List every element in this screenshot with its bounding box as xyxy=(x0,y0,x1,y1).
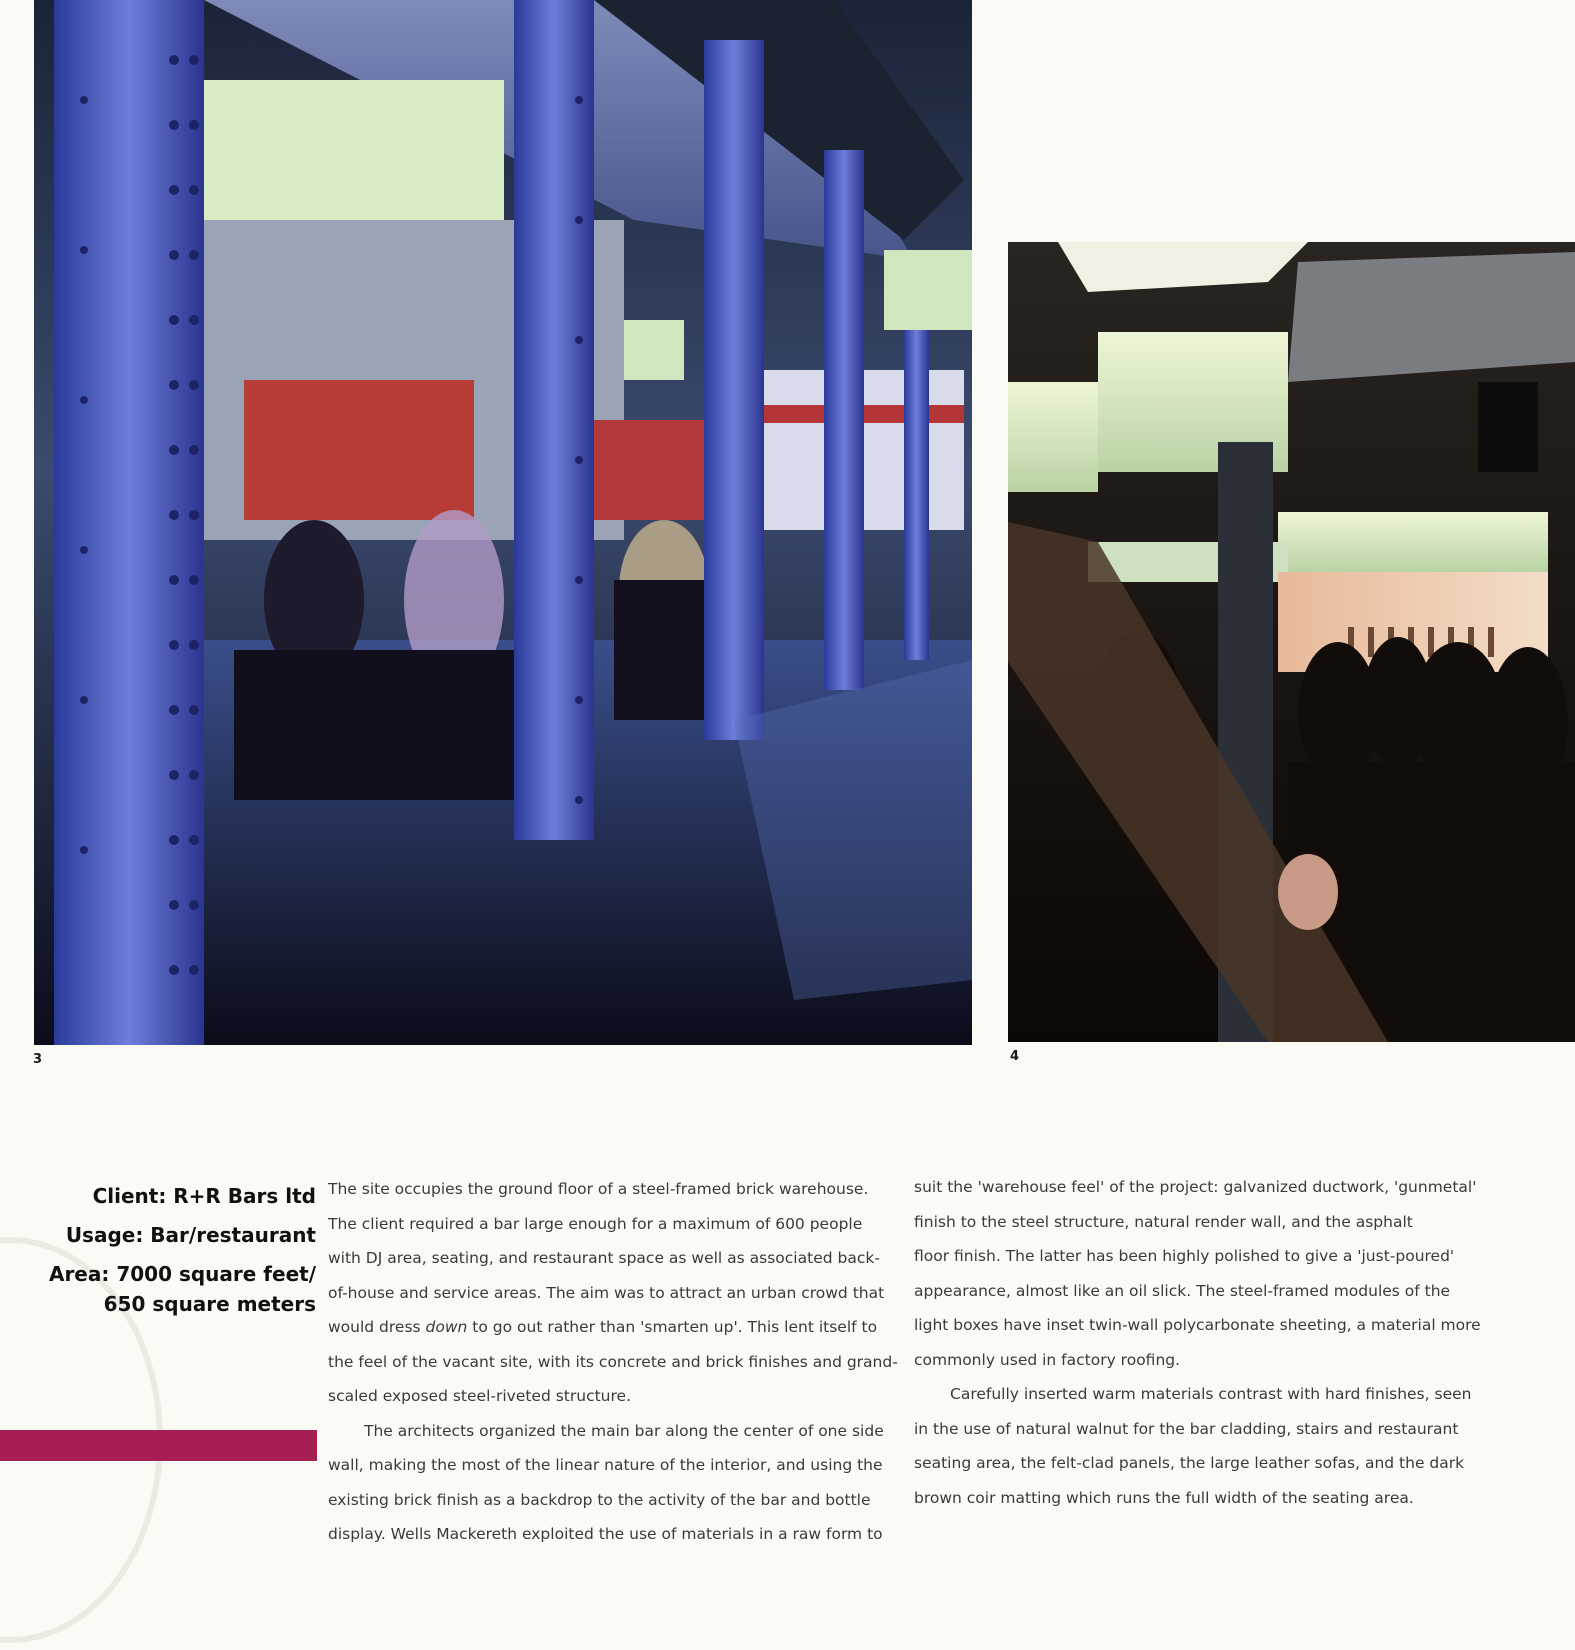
text-line: appearance, almost like an oil slick. The steel-framed modules of the xyxy=(914,1282,1451,1300)
spec-area: Area: 7000 square feet/ xyxy=(48,1262,316,1286)
text-segment: to go out rather than 'smarten up'. This lent itself to xyxy=(467,1318,878,1336)
text-line xyxy=(328,1318,877,1336)
text-segment: would dress xyxy=(328,1318,426,1336)
text-emphasis: down xyxy=(425,1318,468,1336)
text-line: existing brick finish as a backdrop to the activity of the bar and bottle xyxy=(328,1491,871,1509)
text-line: The architects organized the main bar along the center of one side xyxy=(364,1422,884,1440)
accent-bar xyxy=(0,1430,317,1461)
text-line: scaled exposed steel-riveted structure. xyxy=(328,1387,631,1405)
text-line: wall, making the most of the linear nature of the interior, and using the xyxy=(328,1456,883,1474)
text-line: The client required a bar large enough for a maximum of 600 people xyxy=(328,1215,863,1233)
spec-area-metric: 650 square meters xyxy=(103,1292,316,1316)
text-line: with DJ area, seating, and restaurant space as well as associated back- xyxy=(328,1249,880,1267)
text-line: of-house and service areas. The aim was to attract an urban crowd that xyxy=(328,1284,885,1302)
text-line: suit the 'warehouse feel' of the project: galvanized ductwork, 'gunmetal' xyxy=(914,1178,1477,1196)
photo-4 xyxy=(1008,242,1575,1042)
text-line: the feel of the vacant site, with its concrete and brick finishes and grand- xyxy=(328,1353,898,1371)
photo-3 xyxy=(34,0,972,1045)
text-line: seating area, the felt-clad panels, the large leather sofas, and the dark xyxy=(914,1454,1465,1472)
text-line: floor finish. The latter has been highly polished to give a 'just-poured' xyxy=(914,1247,1455,1265)
text-line: display. Wells Mackereth exploited the use of materials in a raw form to xyxy=(328,1525,883,1543)
spec-client: Client: R+R Bars ltd xyxy=(92,1184,316,1208)
text-line: The site occupies the ground floor of a steel-framed brick warehouse. xyxy=(328,1180,869,1198)
text-line: commonly used in factory roofing. xyxy=(914,1351,1181,1369)
figure-number-3: 3 xyxy=(33,1052,43,1067)
text-line: brown coir matting which runs the full width of the seating area. xyxy=(914,1489,1414,1507)
text-line: finish to the steel structure, natural render wall, and the asphalt xyxy=(914,1213,1413,1231)
text-line: in the use of natural walnut for the bar cladding, stairs and restaurant xyxy=(914,1420,1459,1438)
text-line: Carefully inserted warm materials contrast with hard finishes, seen xyxy=(950,1385,1472,1403)
text-line: light boxes have inset twin-wall polycarbonate sheeting, a material more xyxy=(914,1316,1481,1334)
figure-number-4: 4 xyxy=(1010,1049,1020,1064)
spec-usage: Usage: Bar/restaurant xyxy=(65,1223,316,1247)
